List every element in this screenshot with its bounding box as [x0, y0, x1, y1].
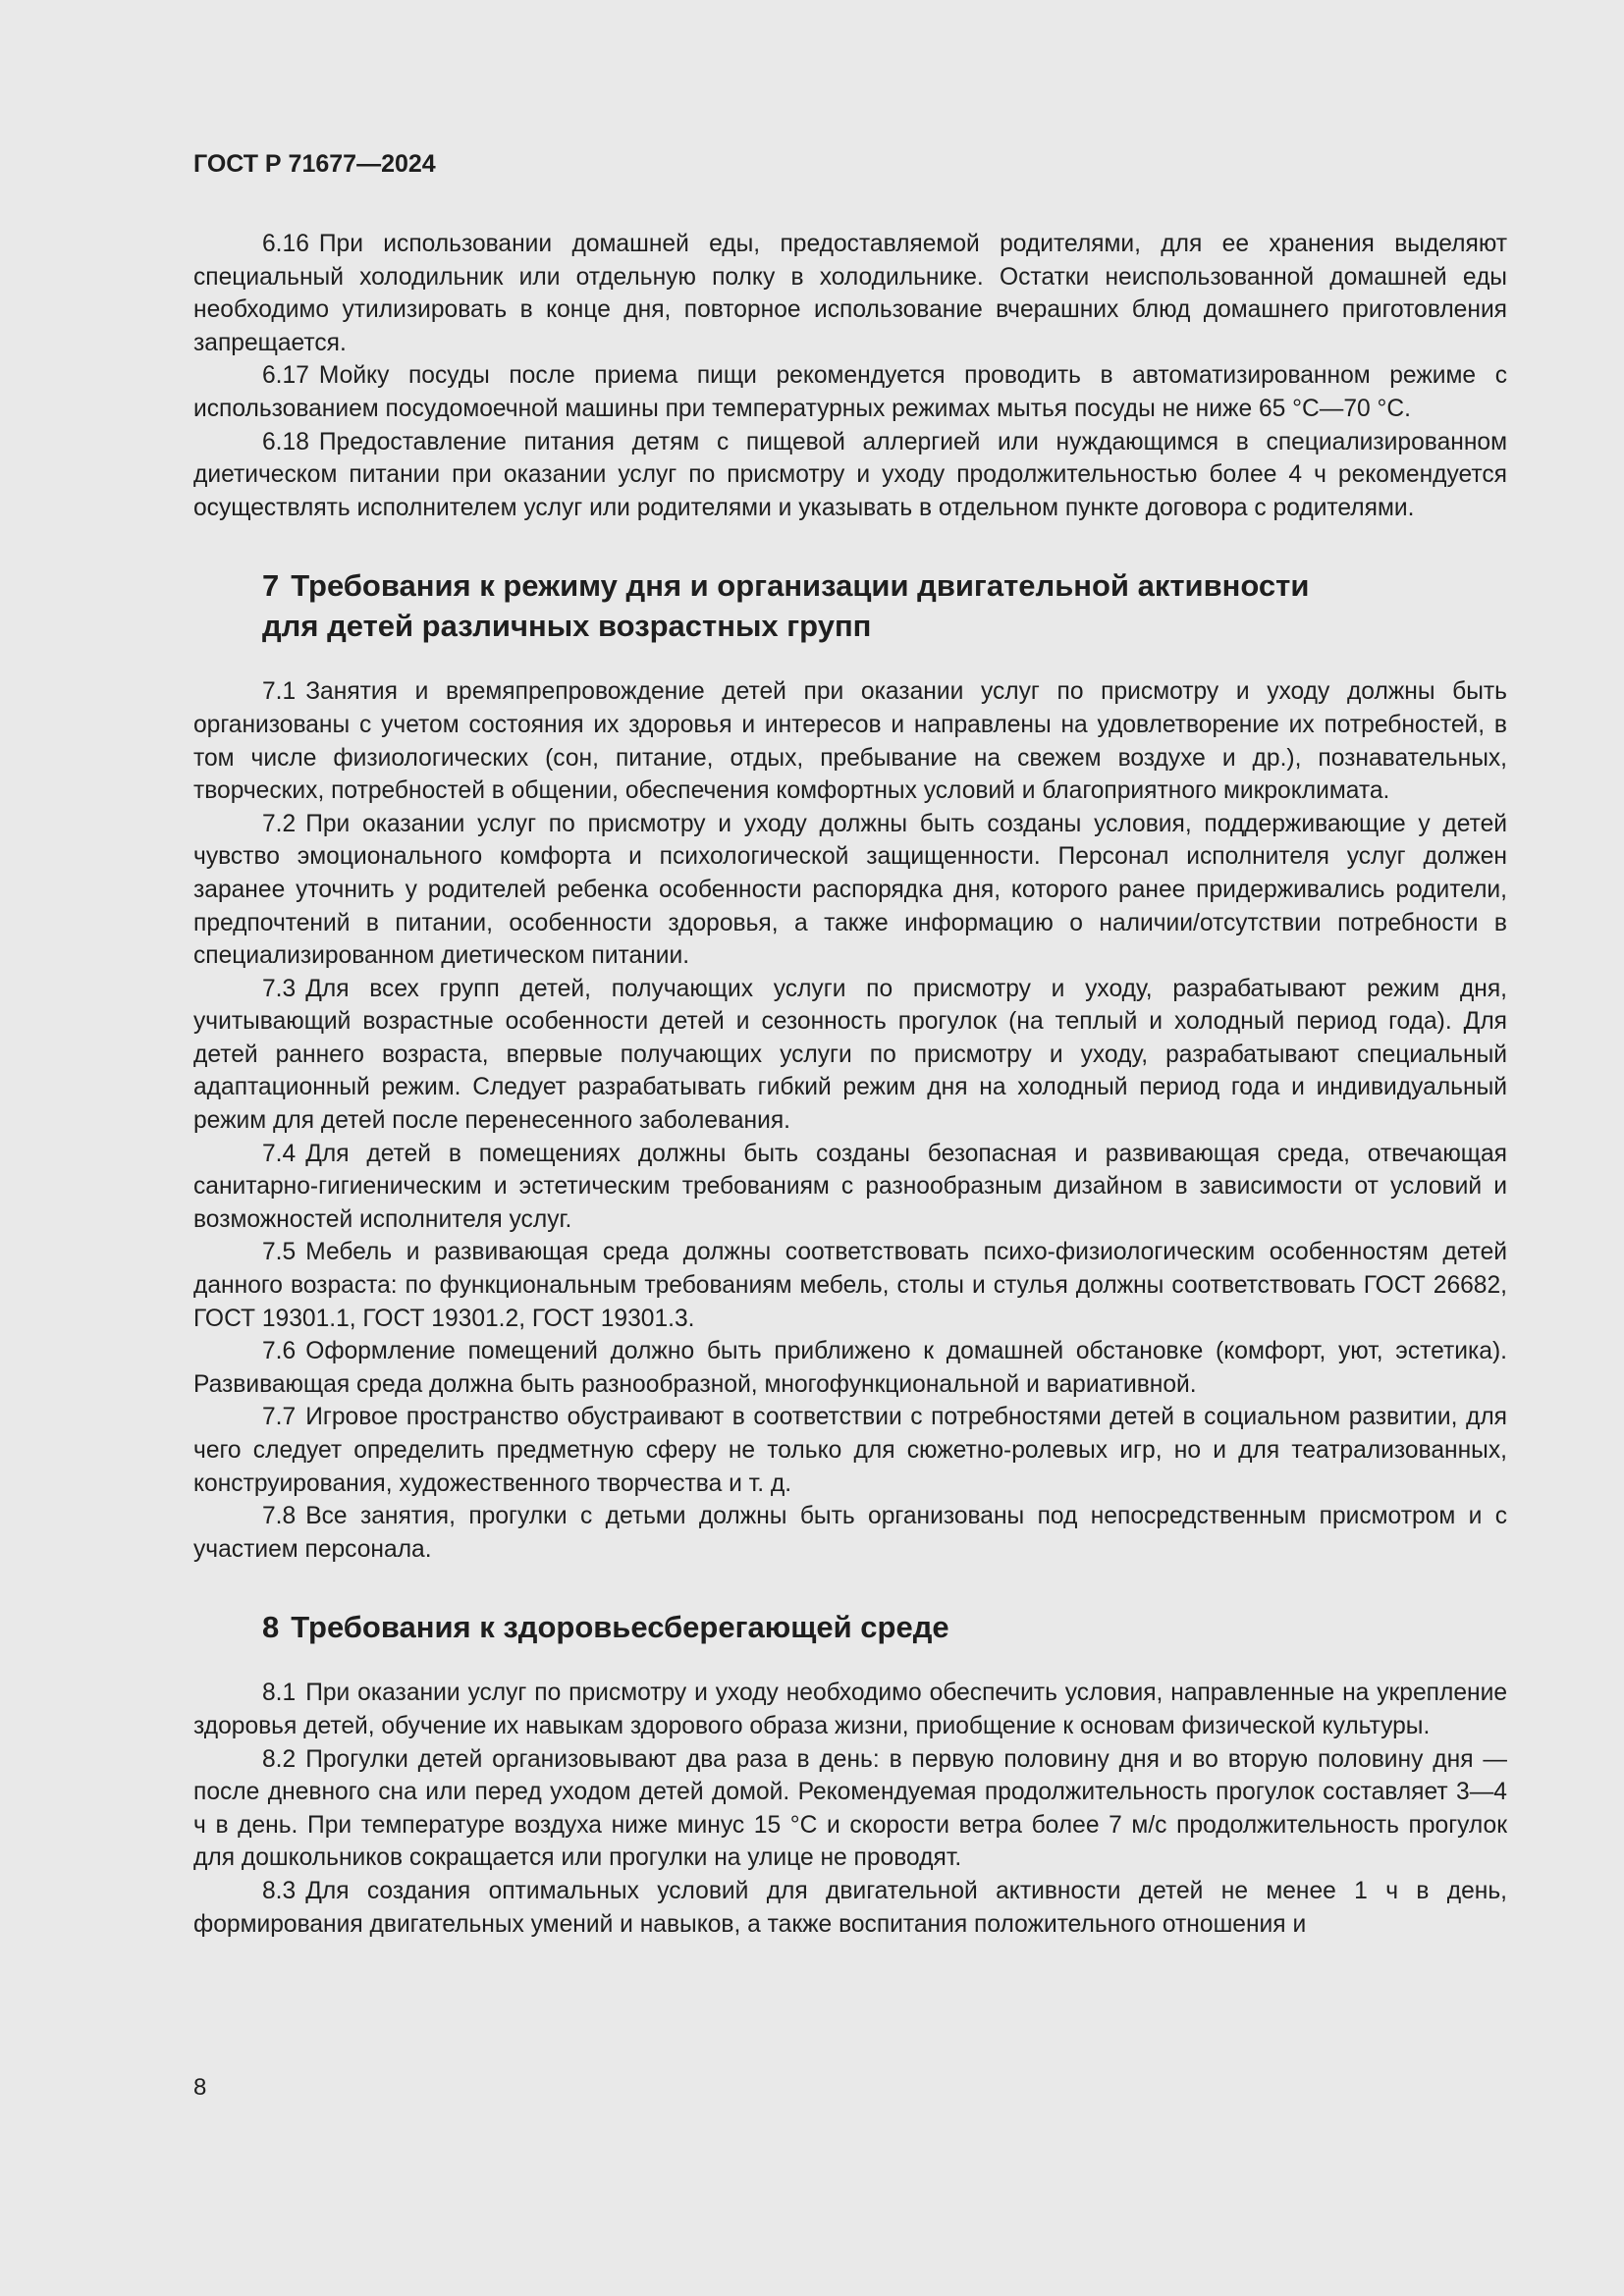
paragraph-number: 7.2	[262, 810, 297, 837]
block-section-7	[193, 675, 1507, 1566]
paragraph-6-16	[193, 228, 1507, 359]
paragraph-number: 8.3	[262, 1877, 297, 1904]
paragraph-text: При оказании услуг по присмотру и уходу должны быть созданы условия, поддерживающие у детей чувство эмоционального комфорта и психологической защищенности. Персонал исполнителя услуг должен заранее уточнить у родителей ребенка особенности распорядка дня, которого ранее придерживались родители, предпочтений в питании, особенности здоровья, а также информацию о наличии/отсутствии потребности в специализированном диетическом питании.	[193, 810, 1507, 970]
document-page	[193, 147, 1507, 1941]
paragraph-text: При использовании домашней еды, предоставляемой родителями, для ее хранения выделяют специальный холодильник или отдельную полку в холодильнике. Остатки неиспользованной домашней еды необходимо утилизировать в конце дня, повторное использование вчерашних блюд домашнего приготовления запрещается.	[193, 231, 1507, 356]
section-7-heading	[193, 565, 1507, 646]
paragraph-number: 7.1	[262, 678, 297, 706]
paragraph-number: 8.1	[262, 1680, 297, 1707]
paragraph-text: Прогулки детей организовывают два раза в день: в первую половину дня и во вторую половину дня — после дневного сна или перед уходом детей домой. Рекомендуемая продолжительность прогулок составляет 3—4 ч в день. При температуре воздуха ниже минус 15 °С и скорости ветра более 7 м/с продолжительность прогулок для дошкольников сокращается или прогулки на улице не проводят.	[193, 1745, 1507, 1872]
paragraph-text: Предоставление питания детям с пищевой аллергией или нуждающимся в специализированном диетическом питании при оказании услуг по присмотру и уходу продолжительностью более 4 ч рекомендуется осуществлять исполнителем услуг или родителями и указывать в отдельном пункте договора с родителями.	[193, 428, 1507, 521]
paragraph-7-6	[193, 1335, 1507, 1401]
paragraph-number: 7.6	[262, 1338, 297, 1365]
paragraph-number: 8.2	[262, 1745, 297, 1773]
paragraph-number: 6.17	[262, 362, 309, 390]
paragraph-7-2	[193, 808, 1507, 973]
section-7-heading-line-1	[262, 565, 1507, 606]
paragraph-text: Оформление помещений должно быть приближено к домашней обстановке (комфорт, уют, эстетика). Развивающая среда должна быть разнообразной, многофункциональной и вариативной.	[193, 1338, 1507, 1398]
section-number: 7	[262, 568, 280, 604]
paragraph-number: 7.4	[262, 1140, 297, 1167]
paragraph-text: Для создания оптимальных условий для двигательной активности детей не менее 1 ч в день, формирования двигательных умений и навыков, а также воспитания положительного отношения и	[193, 1877, 1507, 1938]
paragraph-text: Мойку посуды после приема пищи рекомендуется проводить в автоматизированном режиме с использованием посудомоечной машины при температурных режимах мытья посуды не ниже 65 °С—70 °С.	[193, 362, 1507, 422]
paragraph-7-8	[193, 1500, 1507, 1566]
paragraph-number: 7.5	[262, 1239, 297, 1266]
page-number: 8	[193, 2074, 207, 2101]
paragraph-8-1	[193, 1677, 1507, 1742]
paragraph-number: 6.18	[262, 428, 309, 455]
paragraph-7-3	[193, 973, 1507, 1138]
paragraph-8-3	[193, 1875, 1507, 1941]
paragraph-6-18	[193, 426, 1507, 525]
paragraph-7-4	[193, 1138, 1507, 1237]
paragraph-text: Игровое пространство обустраивают в соответствии с потребностями детей в социальном развитии, для чего следует определить предметную сферу не только для сюжетно-ролевых игр, но и для театрализованных, конструирования, художественного творчества и т. д.	[193, 1404, 1507, 1497]
paragraph-text: Мебель и развивающая среда должны соответствовать психо-физиологическим особенностям детей данного возраста: по функциональным требованиям мебель, столы и стулья должны соответствовать ГОСТ 26682, ГОСТ 19301.1, ГОСТ 19301.2, ГОСТ 19301.3.	[193, 1239, 1507, 1332]
paragraph-text: Занятия и времяпрепровождение детей при оказании услуг по присмотру и уходу должны быть организованы с учетом состояния их здоровья и интересов и направлены на удовлетворение их потребностей, в том числе физиологических (сон, питание, отдых, пребывание на свежем воздухе и др.), познавательных, творческих, потребностей в общении, обеспечения комфортных условий и благоприятного микроклимата.	[193, 678, 1507, 805]
block-section-8	[193, 1677, 1507, 1941]
paragraph-text: Все занятия, прогулки с детьми должны быть организованы под непосредственным присмотром и с участием персонала.	[193, 1503, 1507, 1563]
paragraph-7-7	[193, 1401, 1507, 1500]
paragraph-number: 7.8	[262, 1503, 297, 1530]
paragraph-number: 7.7	[262, 1404, 297, 1431]
document-header-code: ГОСТ Р 71677—2024	[193, 150, 436, 178]
section-8-heading	[193, 1607, 1507, 1647]
paragraph-7-1	[193, 675, 1507, 807]
paragraph-text: Для всех групп детей, получающих услуги по присмотру и уходу, разрабатывают режим дня, учитывающий возрастные особенности детей и сезонность прогулок (на теплый и холодный период года). Для детей раннего возраста, впервые получающих услуги по присмотру и уходу, разрабатывают специальный адаптационный режим. Следует разрабатывать гибкий режим дня на холодный период года и индивидуальный режим для детей после перенесенного заболевания.	[193, 975, 1507, 1135]
block-section-6-continued	[193, 228, 1507, 524]
paragraph-8-2	[193, 1743, 1507, 1875]
section-title-text: Требования к режиму дня и организации двигательной активности	[291, 568, 1310, 604]
paragraph-text: Для детей в помещениях должны быть созданы безопасная и развивающая среда, отвечающая санитарно-гигиеническим и эстетическим требованиям с разнообразным дизайном в зависимости от условий и возможностей исполнителя услуг.	[193, 1140, 1507, 1233]
paragraph-6-17	[193, 359, 1507, 425]
section-8-heading-line-1	[262, 1607, 1507, 1647]
paragraph-number: 7.3	[262, 975, 297, 1002]
section-title-text: Требования к здоровьесберегающей среде	[291, 1610, 949, 1645]
paragraph-number: 6.16	[262, 231, 309, 257]
paragraph-7-5	[193, 1236, 1507, 1335]
section-number: 8	[262, 1610, 280, 1645]
section-7-heading-line-2: для детей различных возрастных групп	[262, 609, 872, 644]
paragraph-text: При оказании услуг по присмотру и уходу необходимо обеспечить условия, направленные на укрепление здоровья детей, обучение их навыкам здорового образа жизни, приобщение к основам физической культуры.	[193, 1680, 1507, 1739]
